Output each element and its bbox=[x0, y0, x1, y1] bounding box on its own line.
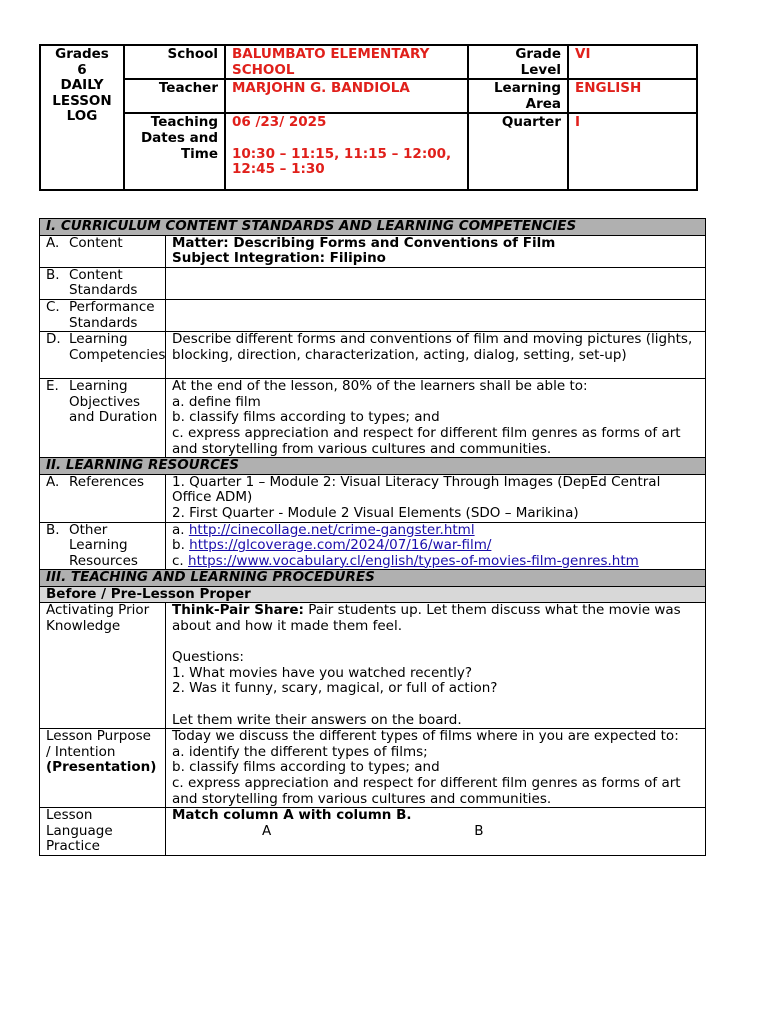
competencies-label: Learning Competencies bbox=[69, 331, 166, 363]
other-resources-cell bbox=[166, 522, 706, 570]
lesson-purpose-item: a. identify the different types of films; bbox=[172, 743, 428, 760]
row-label bbox=[40, 332, 166, 379]
performance-standards-cell bbox=[166, 299, 706, 331]
apk-label: Activating Prior Knowledge bbox=[40, 603, 166, 729]
content-standards-cell bbox=[166, 267, 706, 299]
content-label: Content bbox=[69, 234, 123, 251]
log-title-line: DAILY bbox=[60, 77, 104, 94]
resource-link-row: c. https://www.vocabulary.cl/english/types-of-movies-film-genres.htm bbox=[172, 552, 639, 569]
objectives-cell bbox=[166, 379, 706, 458]
row-letter: A. bbox=[46, 473, 60, 490]
column-headers bbox=[172, 824, 699, 840]
objectives-label: Learning Objectives and Duration bbox=[69, 378, 158, 426]
references-cell bbox=[166, 474, 706, 522]
apk-closing: Let them write their answers on the board. bbox=[172, 711, 462, 728]
row-letter: B. bbox=[46, 521, 60, 538]
objective-item: c. express appreciation and respect for different film genres as forms of art and storytelling from various cultures and communities. bbox=[172, 424, 681, 457]
grade-label: Grade Level bbox=[468, 45, 568, 79]
section-title: III. TEACHING AND LEARNING PROCEDURES bbox=[40, 570, 706, 587]
language-practice-text: Match column A with column B. bbox=[172, 807, 412, 824]
row-label bbox=[40, 474, 166, 522]
log-title-line: LOG bbox=[66, 108, 98, 125]
row-label bbox=[40, 267, 166, 299]
objective-item: b. classify films according to types; and bbox=[172, 409, 440, 426]
area-value: ENGLISH bbox=[568, 79, 697, 113]
language-practice-label: Lesson Language Practice bbox=[40, 808, 166, 856]
apk-questions-label: Questions: bbox=[172, 649, 244, 666]
row-label bbox=[40, 379, 166, 458]
log-title-line: Grades bbox=[55, 46, 109, 62]
section-title: II. LEARNING RESOURCES bbox=[40, 458, 706, 475]
section-title: I. CURRICULUM CONTENT STANDARDS AND LEARNING COMPETENCIES bbox=[40, 219, 706, 236]
lesson-purpose-intro: Today we discuss the different types of films where in you are expected to: bbox=[172, 728, 679, 745]
row-letter: D. bbox=[46, 331, 61, 348]
reference-item: 1. Quarter 1 – Module 2: Visual Literacy Through Images (DepEd Central Office ADM) bbox=[172, 473, 661, 506]
row-label bbox=[40, 522, 166, 570]
time-value: 10:30 – 11:15, 11:15 – 12:00, 12:45 – 1:30 bbox=[232, 145, 452, 178]
lesson-purpose-cell bbox=[166, 729, 706, 808]
dates-value-cell bbox=[225, 113, 468, 190]
performance-standards-label: Performance Standards bbox=[69, 298, 155, 331]
log-title-cell bbox=[40, 45, 124, 190]
language-practice-cell bbox=[166, 808, 706, 856]
competencies-text: Describe different forms and conventions of film and moving pictures (lights, blocking, direction, characterization, acting, dialog, setting, set-up) bbox=[166, 332, 706, 379]
subsection-title: Before / Pre-Lesson Proper bbox=[40, 586, 706, 603]
content-cell bbox=[166, 235, 706, 267]
log-title-line: LESSON bbox=[52, 92, 112, 109]
row-label bbox=[40, 299, 166, 331]
school-label: School bbox=[124, 45, 225, 79]
teacher-label: Teacher bbox=[124, 79, 225, 113]
log-title-line: 6 bbox=[77, 61, 87, 78]
apk-question: 2. Was it funny, scary, magical, or full of action? bbox=[172, 680, 498, 697]
resource-link[interactable]: https://www.vocabulary.cl/english/types-of-movies-film-genres.htm bbox=[188, 552, 639, 569]
row-letter: B. bbox=[46, 266, 60, 283]
objective-item: a. define film bbox=[172, 393, 261, 410]
area-label: Learning Area bbox=[468, 79, 568, 113]
header-table bbox=[39, 44, 698, 191]
row-letter: A. bbox=[46, 234, 60, 251]
lesson-purpose-label-cell bbox=[40, 729, 166, 808]
teacher-value: MARJOHN G. BANDIOLA bbox=[225, 79, 468, 113]
references-label: References bbox=[69, 473, 145, 490]
reference-item: 2. First Quarter - Module 2 Visual Elements (SDO – Marikina) bbox=[172, 504, 579, 521]
resource-link-row: a. http://cinecollage.net/crime-gangster.html bbox=[172, 521, 475, 538]
column-a-label: A bbox=[262, 822, 272, 839]
resource-link-row: b. https://glcoverage.com/2024/07/16/war-film/ bbox=[172, 537, 492, 554]
date-value: 06 /23/ 2025 bbox=[232, 114, 327, 131]
column-b-label: B bbox=[474, 822, 484, 839]
school-value: BALUMBATO ELEMENTARY SCHOOL bbox=[225, 45, 468, 79]
objectives-intro: At the end of the lesson, 80% of the learners shall be able to: bbox=[172, 378, 588, 395]
row-label bbox=[40, 235, 166, 267]
lesson-table bbox=[39, 218, 706, 856]
lesson-purpose-item: c. express appreciation and respect for different film genres as forms of art and storytelling from various cultures and communities. bbox=[172, 775, 681, 807]
presentation-label: (Presentation) bbox=[46, 759, 157, 776]
lesson-purpose-label: Lesson Purpose / Intention bbox=[46, 728, 151, 760]
content-matter: Matter: Describing Forms and Conventions of Film bbox=[172, 234, 556, 251]
row-letter: E. bbox=[46, 378, 59, 395]
content-integration: Subject Integration: Filipino bbox=[172, 250, 386, 267]
apk-cell bbox=[166, 603, 706, 729]
apk-question: 1. What movies have you watched recently? bbox=[172, 664, 473, 681]
content-standards-label: Content Standards bbox=[69, 266, 138, 299]
resource-link[interactable]: https://glcoverage.com/2024/07/16/war-film/ bbox=[189, 537, 492, 554]
other-resources-label: Other Learning Resources bbox=[69, 521, 138, 569]
resource-link[interactable]: http://cinecollage.net/crime-gangster.html bbox=[188, 521, 475, 538]
dates-label: Teaching Dates and Time bbox=[124, 113, 225, 190]
quarter-value: I bbox=[568, 113, 697, 190]
lesson-purpose-item: b. classify films according to types; and bbox=[172, 759, 440, 776]
grade-value: VI bbox=[568, 45, 697, 79]
apk-intro: Think-Pair Share: Pair students up. Let them discuss what the movie was about and how it made them feel. bbox=[172, 602, 681, 635]
row-letter: C. bbox=[46, 298, 60, 315]
quarter-label: Quarter bbox=[468, 113, 568, 190]
